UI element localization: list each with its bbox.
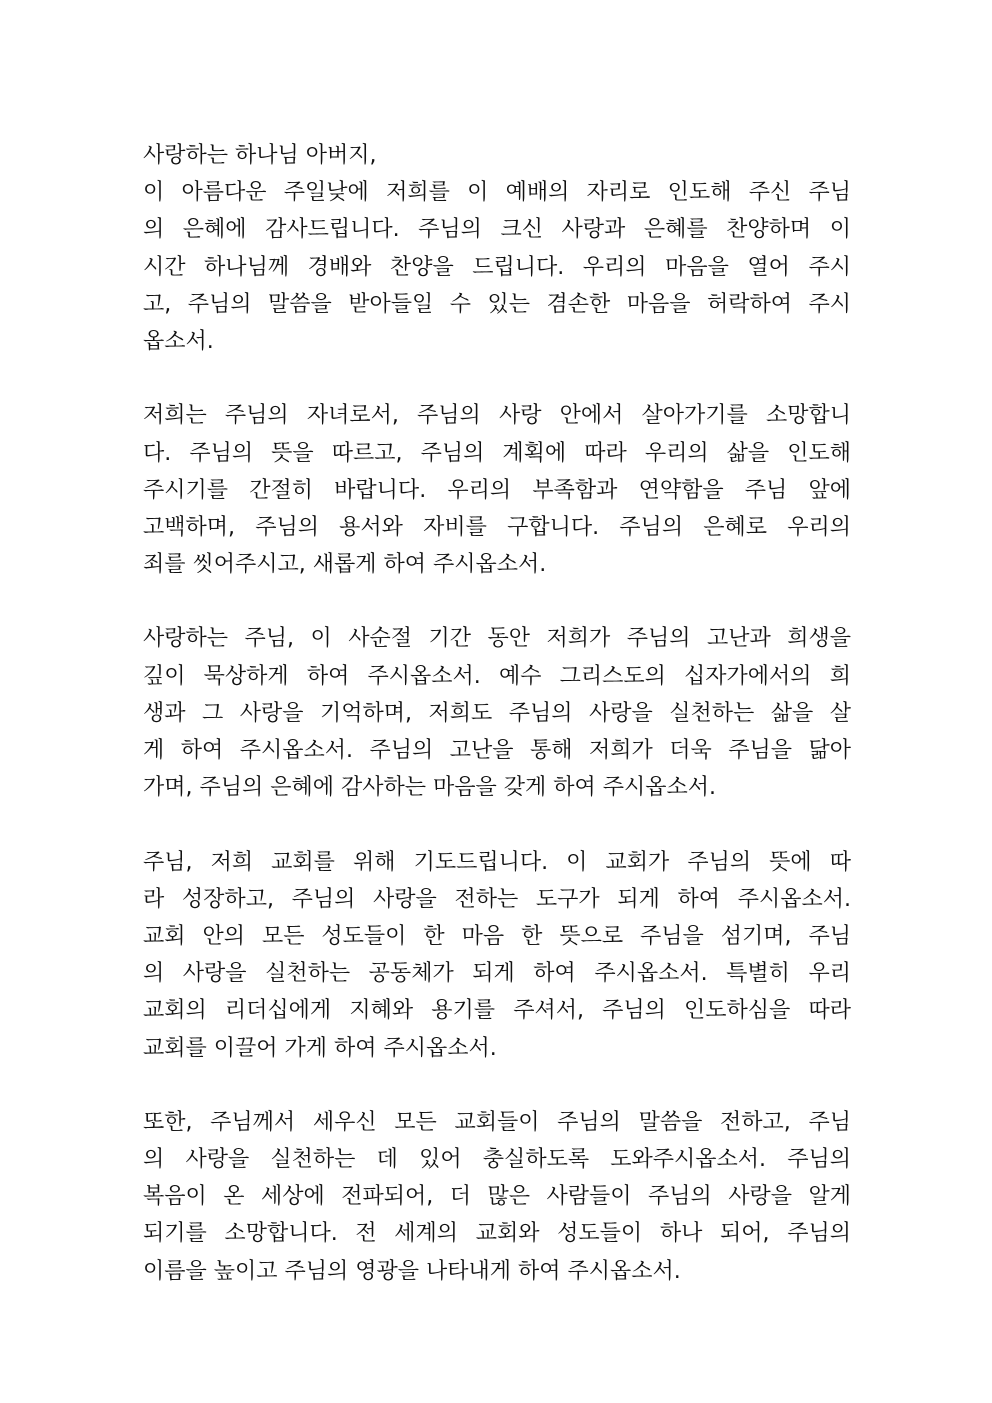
text-line: 가며, 주님의 은혜에 감사하는 마음을 갖게 하여 주시옵소서. [143, 775, 716, 801]
text-line: 라 성장하고, 주님의 사랑을 전하는 도구가 되게 하여 주시옵소서. [143, 886, 851, 912]
text-line: 죄를 씻어주시고, 새롭게 하여 주시옵소서. [143, 552, 547, 578]
text-line: 이 아름다운 주일낮에 저희를 이 예배의 자리로 인도해 주신 주님 [143, 180, 851, 206]
text-line: 의 사랑을 실천하는 공동체가 되게 하여 주시옵소서. 특별히 우리 [143, 961, 851, 987]
text-line: 복음이 온 세상에 전파되어, 더 많은 사람들이 주님의 사랑을 알게 [143, 1184, 851, 1210]
text-line: 사랑하는 하나님 아버지, [143, 143, 377, 168]
paragraph [143, 1104, 851, 1290]
paragraph [143, 397, 851, 583]
text-line: 저희는 주님의 자녀로서, 주님의 사랑 안에서 살아가기를 소망합니 [143, 403, 851, 429]
text-line: 주님, 저희 교회를 위해 기도드립니다. 이 교회가 주님의 뜻에 따 [143, 849, 851, 875]
text-line: 교회의 리더십에게 지혜와 용기를 주셔서, 주님의 인도하심을 따라 [143, 998, 851, 1024]
text-line: 의 은혜에 감사드립니다. 주님의 크신 사랑과 은혜를 찬양하며 이 [143, 217, 851, 243]
text-line: 고백하며, 주님의 용서와 자비를 구합니다. 주님의 은혜로 우리의 [143, 514, 851, 540]
text-line: 깊이 묵상하게 하여 주시옵소서. 예수 그리스도의 십자가에서의 희 [143, 663, 851, 689]
paragraph [143, 620, 851, 806]
text-line: 또한, 주님께서 세우신 모든 교회들이 주님의 말씀을 전하고, 주님 [143, 1109, 851, 1135]
text-line: 의 사랑을 실천하는 데 있어 충실하도록 도와주시옵소서. 주님의 [143, 1147, 851, 1173]
prayer-text [143, 137, 851, 1327]
text-line: 교회 안의 모든 성도들이 한 마음 한 뜻으로 주님을 섬기며, 주님 [143, 923, 851, 949]
text-line: 교회를 이끌어 가게 하여 주시옵소서. [143, 1035, 497, 1061]
text-line: 되기를 소망합니다. 전 세계의 교회와 성도들이 하나 되어, 주님의 [143, 1221, 851, 1247]
text-line: 고, 주님의 말씀을 받아들일 수 있는 겸손한 마음을 허락하여 주시 [143, 291, 851, 317]
text-line: 주시기를 간절히 바랍니다. 우리의 부족함과 연약함을 주님 앞에 [143, 477, 851, 503]
text-line: 사랑하는 주님, 이 사순절 기간 동안 저희가 주님의 고난과 희생을 [143, 626, 851, 652]
text-line: 이름을 높이고 주님의 영광을 나타내게 하여 주시옵소서. [143, 1258, 681, 1284]
paragraph [143, 137, 851, 360]
text-line: 게 하여 주시옵소서. 주님의 고난을 통해 저희가 더욱 주님을 닮아 [143, 738, 851, 763]
text-line: 옵소서. [143, 328, 214, 354]
paragraph [143, 844, 851, 1067]
text-line: 시간 하나님께 경배와 찬양을 드립니다. 우리의 마음을 열어 주시 [143, 254, 851, 280]
text-line: 생과 그 사랑을 기억하며, 저희도 주님의 사랑을 실천하는 삶을 살 [143, 700, 851, 726]
text-line: 다. 주님의 뜻을 따르고, 주님의 계획에 따라 우리의 삶을 인도해 [143, 440, 851, 466]
